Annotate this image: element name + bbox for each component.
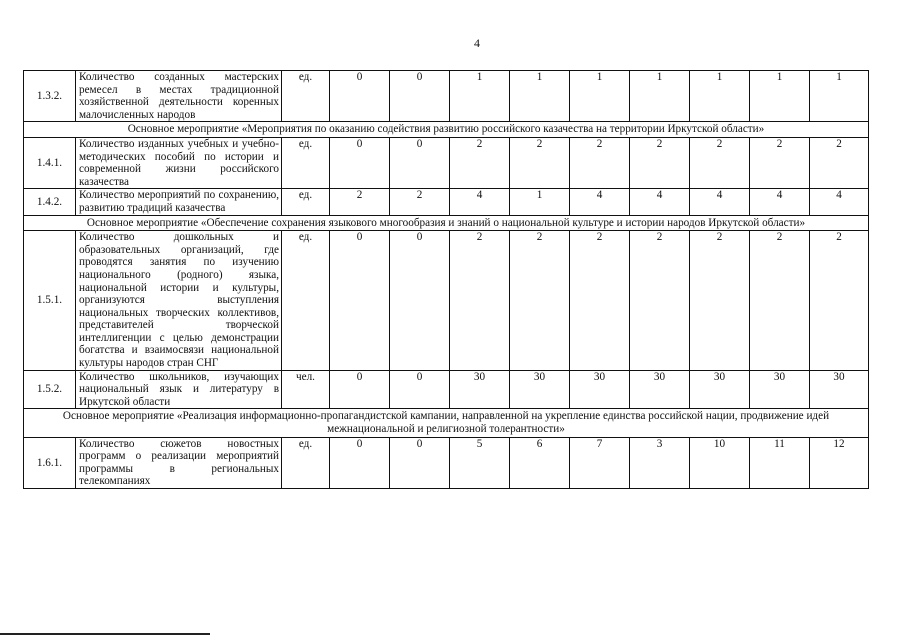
table-row [24, 437, 869, 488]
indicator-code: 1.5.1. [24, 231, 76, 371]
indicator-value: 0 [330, 370, 390, 409]
indicator-value: 0 [390, 71, 450, 122]
indicator-value: 4 [690, 189, 750, 215]
indicator-value: 2 [570, 231, 630, 371]
indicator-value: 11 [750, 437, 810, 488]
indicator-value: 30 [510, 370, 570, 409]
indicator-value: 4 [630, 189, 690, 215]
indicator-value: 1 [510, 71, 570, 122]
indicator-code: 1.6.1. [24, 437, 76, 488]
indicator-value: 30 [630, 370, 690, 409]
indicator-unit: ед. [282, 437, 330, 488]
indicator-value: 2 [510, 137, 570, 188]
indicator-value: 0 [390, 437, 450, 488]
table-row [24, 137, 869, 188]
table-row [24, 71, 869, 122]
indicator-value: 1 [570, 71, 630, 122]
indicator-value: 6 [510, 437, 570, 488]
indicator-value: 30 [690, 370, 750, 409]
indicator-value: 1 [810, 71, 869, 122]
indicator-value: 30 [750, 370, 810, 409]
indicator-code: 1.4.1. [24, 137, 76, 188]
indicator-value: 10 [690, 437, 750, 488]
indicator-value: 2 [450, 137, 510, 188]
indicator-value: 30 [570, 370, 630, 409]
indicator-code: 1.4.2. [24, 189, 76, 215]
indicator-value: 2 [330, 189, 390, 215]
indicator-value: 4 [750, 189, 810, 215]
page-number: 4 [474, 36, 480, 50]
indicator-unit: ед. [282, 189, 330, 215]
indicator-unit: ед. [282, 137, 330, 188]
indicator-name: Количество школьников, изучающих национальный язык и литературу в Иркутской области [76, 370, 282, 409]
indicator-value: 1 [750, 71, 810, 122]
indicator-value: 2 [450, 231, 510, 371]
bottom-rule [0, 633, 210, 635]
indicator-value: 1 [690, 71, 750, 122]
indicator-name: Количество мероприятий по сохранению, развитию традиций казачества [76, 189, 282, 215]
indicators-table [23, 70, 869, 489]
indicator-value: 30 [450, 370, 510, 409]
indicator-value: 1 [510, 189, 570, 215]
indicator-value: 0 [390, 137, 450, 188]
indicator-code: 1.3.2. [24, 71, 76, 122]
indicator-value: 12 [810, 437, 869, 488]
indicator-value: 2 [690, 137, 750, 188]
indicator-value: 1 [630, 71, 690, 122]
indicator-value: 2 [690, 231, 750, 371]
indicator-value: 2 [750, 137, 810, 188]
indicator-value: 2 [810, 137, 869, 188]
indicator-value: 0 [390, 370, 450, 409]
section-heading-row [24, 409, 869, 437]
indicator-unit: ед. [282, 71, 330, 122]
section-heading: Основное мероприятие «Мероприятия по оказанию содействия развитию российского казачества на территории Иркутской области» [24, 122, 869, 138]
indicator-value: 4 [570, 189, 630, 215]
indicator-value: 30 [810, 370, 869, 409]
indicator-value: 2 [810, 231, 869, 371]
indicator-value: 2 [750, 231, 810, 371]
section-heading: Основное мероприятие «Обеспечение сохранения языкового многообразия и знаний о национальной культуре и истории народов Иркутской области» [24, 215, 869, 231]
indicator-name: Количество сюжетов новостных программ о реализации мероприятий программы в региональных телекомпаниях [76, 437, 282, 488]
indicator-value: 0 [390, 231, 450, 371]
indicator-value: 2 [630, 231, 690, 371]
indicator-value: 2 [390, 189, 450, 215]
indicator-value: 0 [330, 231, 390, 371]
indicator-value: 4 [450, 189, 510, 215]
indicator-name: Количество изданных учебных и учебно-методических пособий по истории и современной жизни российского казачества [76, 137, 282, 188]
indicator-unit: ед. [282, 231, 330, 371]
indicator-value: 3 [630, 437, 690, 488]
indicator-unit: чел. [282, 370, 330, 409]
indicator-value: 0 [330, 437, 390, 488]
indicator-value: 5 [450, 437, 510, 488]
section-heading: Основное мероприятие «Реализация информационно-пропагандистской кампании, направленной на укрепление единства российской нации, продвижение идей межнациональной и религиозной толерантности» [24, 409, 869, 437]
table-body [24, 71, 869, 489]
indicator-value: 4 [810, 189, 869, 215]
indicator-value: 2 [570, 137, 630, 188]
indicator-value: 0 [330, 137, 390, 188]
indicator-value: 2 [630, 137, 690, 188]
table-row [24, 231, 869, 371]
section-heading-row [24, 122, 869, 138]
table-row [24, 189, 869, 215]
indicator-value: 0 [330, 71, 390, 122]
indicator-value: 1 [450, 71, 510, 122]
indicator-name: Количество дошкольных и образовательных организаций, где проводятся занятия по изучению национального (родного) языка, национальной истории и культуры, организуются выступления национальных творческих коллективов, представителей творческой интеллигенции с целью демонстрации богатства и взаимосвязи национальной культуры народов стран СНГ [76, 231, 282, 371]
indicator-value: 7 [570, 437, 630, 488]
section-heading-row [24, 215, 869, 231]
indicator-value: 2 [510, 231, 570, 371]
indicator-name: Количество созданных мастерских ремесел в местах традиционной хозяйственной деятельности коренных малочисленных народов [76, 71, 282, 122]
indicator-code: 1.5.2. [24, 370, 76, 409]
table-row [24, 370, 869, 409]
